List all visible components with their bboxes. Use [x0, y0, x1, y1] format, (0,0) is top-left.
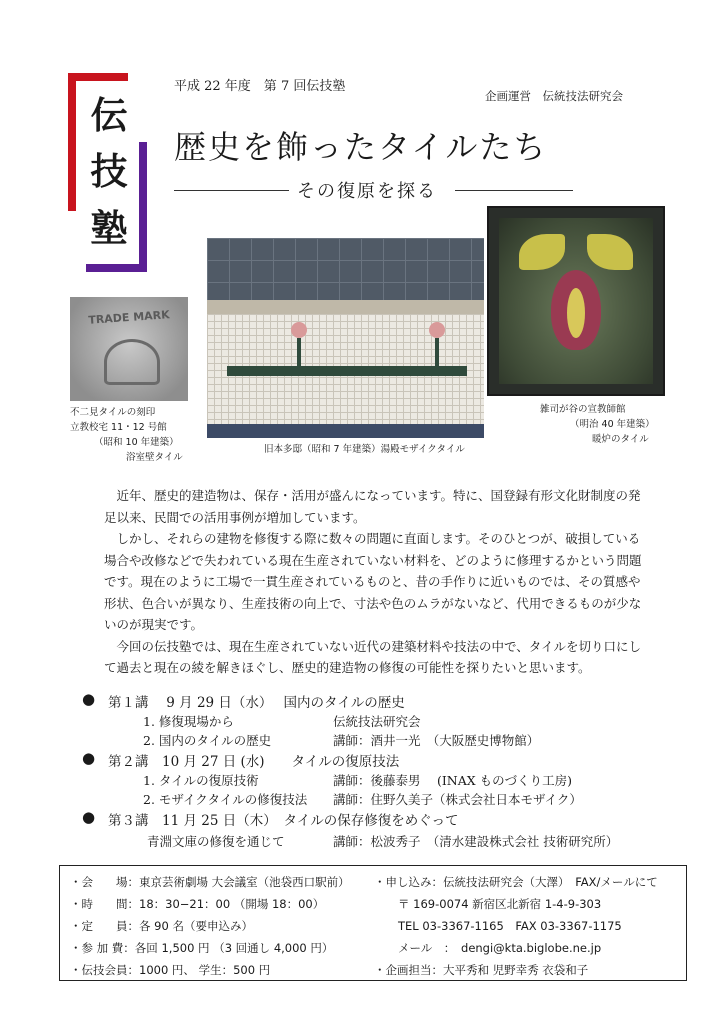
logo-char-2: 技 [90, 149, 128, 193]
stamp-caption-line-2: 立教校宅 11・12 号館 [70, 422, 167, 433]
info-capacity: ・定 員：各 90 名（要申込み） [70, 919, 253, 933]
fireplace-caption-line-3: 暖炉のタイル [592, 434, 649, 445]
info-email: メール ： dengi@kta.biglobe.ne.jp [398, 941, 602, 955]
mosaic-photo [207, 238, 484, 438]
fireplace-caption [540, 402, 670, 447]
page-subtitle: その復原を探る [297, 181, 437, 202]
lecture-1-bullet: ● [82, 690, 96, 708]
stamp-caption [70, 405, 210, 465]
logo-char-3: 塾 [90, 206, 128, 250]
stamp-trademark-text: TRADE MARK [87, 308, 171, 327]
lecture-2-topic-2: 2. モザイクタイルの修復技法 [143, 792, 308, 807]
mosaic-caption: 旧本多邸（昭和 7 年建築）湯殿モザイクタイル [264, 444, 465, 455]
lecture-1-topic-2: 2. 国内のタイルの歴史 [143, 733, 272, 748]
fireplace-caption-line-1: 雑司が谷の宣教師館 [540, 404, 626, 415]
intro-paragraph-3: 今回の伝技塾では、現在生産されていない近代の建築材料や技法の中で、タイルを切り口にして過去と現在の綾を解きほぐし、歴史的建造物の修復の可能性を探りたいと思います。 [104, 638, 642, 675]
info-planners: ・企画担当：大平秀和 児野幸秀 衣袋和子 [374, 963, 589, 977]
intro-paragraph-1: 近年、歴史的建造物は、保存・活用が盛んになっています。特に、国登録有形文化財制度の発足以来、民間での活用事例が増加しています。 [104, 488, 641, 525]
lecture-1-speaker-2: 講師：酒井一光 （大阪歴史博物館） [333, 733, 540, 748]
logo-char-1: 伝 [90, 93, 128, 137]
info-application: ・申し込み：伝統技法研究会（大澤） FAX/メールにて [374, 875, 658, 889]
lecture-1-heading: 第１講 9 月 29 日（水） 国内のタイルの歴史 [108, 695, 405, 711]
event-info-box [59, 865, 687, 981]
info-phone-fax: TEL 03-3367-1165 FAX 03-3367-1175 [398, 919, 622, 933]
subtitle-rule-right [455, 190, 573, 191]
intro-text [104, 485, 652, 679]
subtitle-rule-left [174, 190, 289, 191]
lecture-1-topic-1: 1. 修復現場から [143, 714, 234, 729]
info-address: 〒 169-0074 新宿区北新宿 1-4-9-303 [398, 897, 602, 911]
logo-purple-bar-bottom [86, 264, 147, 272]
logo-red-bar-side [68, 73, 76, 211]
lecture-2-bullet: ● [82, 749, 96, 767]
logo-purple-bar-side [139, 142, 147, 272]
lecture-2-speaker-1: 講師：後藤泰男 (INAX ものづくり工房) [333, 773, 573, 788]
page-title: 歴史を飾ったタイルたち [174, 128, 548, 166]
fireplace-tile-photo [487, 206, 665, 396]
stamp-emblem-icon [104, 339, 160, 385]
lecture-1-speaker-1: 伝統技法研究会 [333, 714, 421, 729]
organizer-label: 企画運営 伝統技法研究会 [485, 89, 623, 103]
stamp-caption-line-4: 浴室壁タイル [126, 452, 183, 463]
stamp-caption-line-1: 不二見タイルの刻印 [70, 407, 156, 418]
lecture-3-heading: 第３講 11 月 25 日（木） タイルの保存修復をめぐって [108, 813, 459, 829]
stamp-photo [70, 297, 188, 401]
lecture-3-bullet: ● [82, 808, 96, 826]
lecture-2-topic-1: 1. タイルの復原技術 [143, 773, 259, 788]
logo-red-bar-top [68, 73, 128, 81]
info-venue: ・会 場：東京芸術劇場 大会議室（池袋西口駅前） [70, 875, 350, 889]
lecture-3-speaker-1: 講師：松波秀子 （清水建設株式会社 技術研究所） [333, 834, 619, 849]
lecture-2-speaker-2: 講師：住野久美子（株式会社日本モザイク） [333, 792, 582, 807]
lecture-3-topic-1: 青淵文庫の修復を通じて [147, 834, 285, 849]
info-member-fee: ・伝技会員：1000 円、 学生：500 円 [70, 963, 271, 977]
lecture-2-heading: 第２講 10 月 27 日 (水) タイルの復原技法 [108, 754, 400, 770]
stamp-caption-line-3: （昭和 10 年建築） [94, 437, 179, 448]
info-fee: ・参 加 費：各回 1,500 円 （3 回通し 4,000 円） [70, 941, 334, 955]
intro-paragraph-2: しかし、それらの建物を修復する際に数々の問題に直面します。そのひとつが、破損している場合や改修などで失われている現在生産されていない材料を、どのように修理するかという問題です。現在のように工場で一貫生産されているものと、昔の手作りに近いものでは、その質感や形状、色合いが異なり、生産技術の向上で、寸法や色のムラがないなど、代用できるものが少ないのが現実です。 [104, 531, 642, 632]
fireplace-caption-line-2: （明治 40 年建築） [570, 419, 655, 430]
session-label: 平成 22 年度 第 7 回伝技塾 [174, 79, 346, 94]
info-time: ・時 間：18：30−21：00 （開場 18：00） [70, 897, 325, 911]
